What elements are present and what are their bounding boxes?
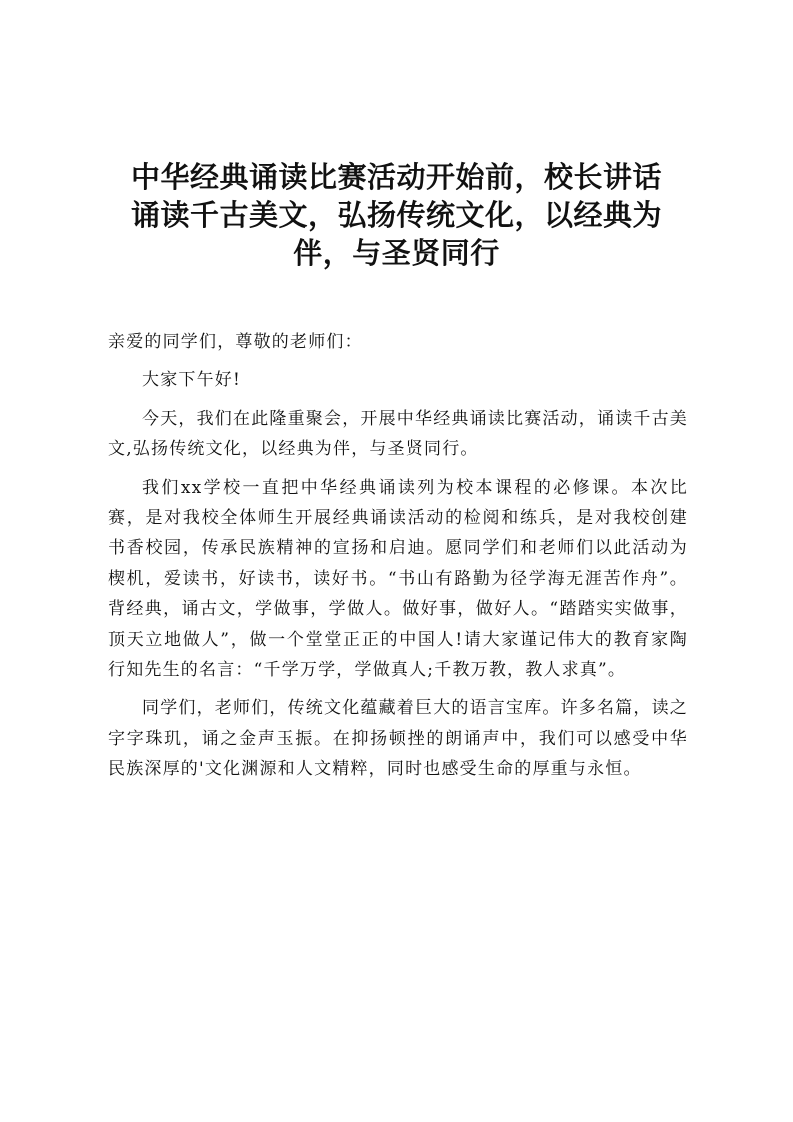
title-line-2: 诵读千古美文，弘扬传统文化，以经典为 — [130, 198, 662, 232]
paragraph-greeting: 大家下午好! — [142, 370, 242, 391]
document-title — [100, 158, 693, 272]
paragraph-culture: 同学们，老师们，传统文化蕴藏着巨大的语言宝库。许多名篇，读之字字珠玑，诵之金声玉振。在抑扬顿挫的朗诵声中，我们可以感受中华民族深厚的'文化渊源和人文精粹，同时也感受生命的厚重与永恒。 — [108, 698, 688, 780]
title-line-3: 伴，与圣贤同行 — [293, 236, 500, 270]
salutation: 亲爱的同学们，尊敬的老师们： — [108, 332, 363, 352]
title-line-1: 中华经典诵读比赛活动开始前，校长讲话 — [130, 160, 662, 194]
paragraph-opening: 今天，我们在此隆重聚会，开展中华经典诵读比赛活动，诵读千古美文,弘扬传统文化，以经典为伴，与圣贤同行。 — [108, 408, 688, 460]
document-body — [108, 327, 688, 793]
paragraph-school-program: 我们xx学校一直把中华经典诵读列为校本课程的必修课。本次比赛，是对我校全体师生开展经典诵读活动的检阅和练兵，是对我校创建书香校园，传承民族精神的宣扬和启迪。愿同学们和老师们以此活动为楔机，爱读书，好读书，读好书。“书山有路勤为径学海无涯苦作舟”。背经典，诵古文，学做事，学做人。做好事，做好人。“踏踏实实做事，顶天立地做人”，做一个堂堂正正的中国人!请大家谨记伟大的教育家陶行知先生的名言：“千学万学，学做真人;千教万教，教人求真”。 — [108, 477, 688, 681]
